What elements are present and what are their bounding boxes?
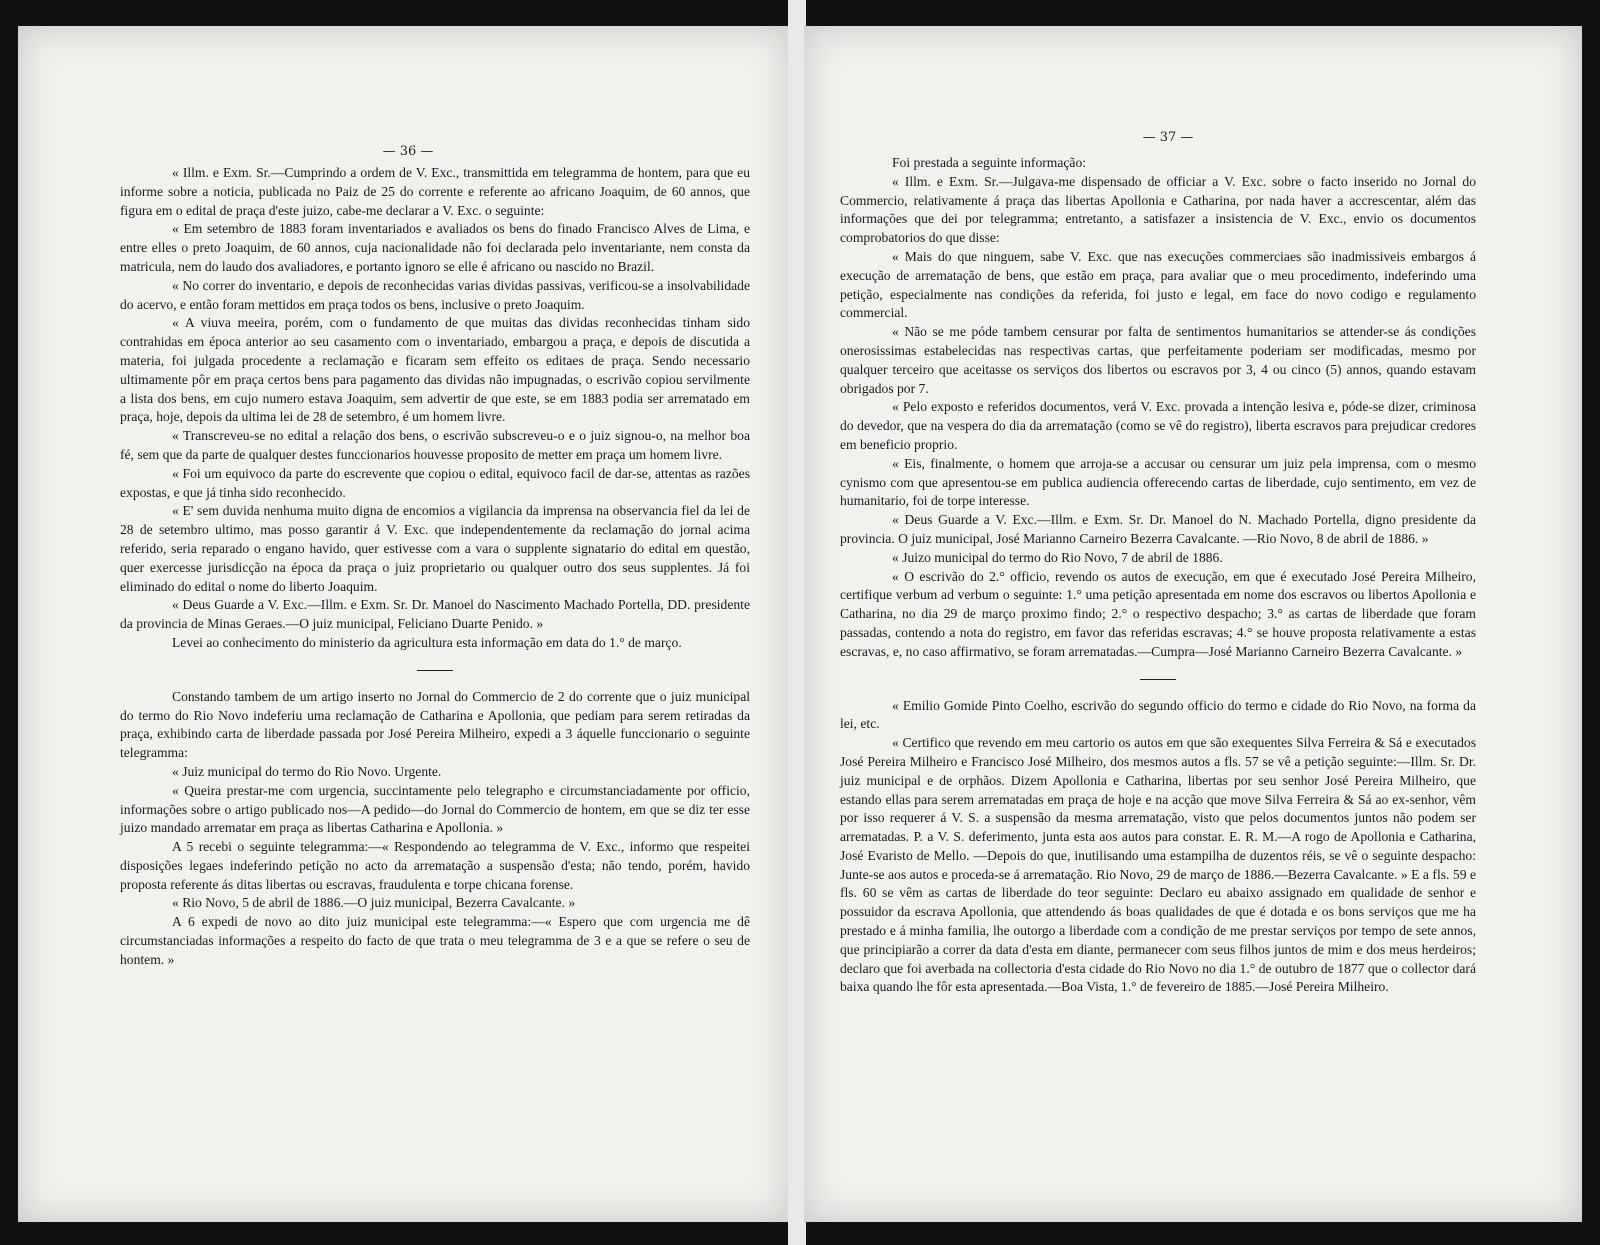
- page-number: — 36 —: [382, 144, 434, 159]
- page-number: — 37 —: [1142, 130, 1194, 145]
- paragraph: « Deus Guarde a V. Exc.—Illm. e Exm. Sr. Dr. Manoel do Nascimento Machado Portella, DD. presidente da provincia de Minas Geraes.—O juiz municipal, Feliciano Duarte Penido. »: [120, 597, 750, 632]
- paragraph: « Illm. e Exm. Sr.—Cumprindo a ordem de V. Exc., transmittida em telegramma de hontem, para que eu informe sobre a noticia, publicada no Paiz de 25 do corrente e referente ao africano Joaquim, de 60 annos, que figura em o edital de praça d'este juizo, cabe-me declarar a V. Exc. o seguinte:: [120, 165, 750, 218]
- paragraph: « O escrivão do 2.° officio, revendo os autos de execução, em que é executado José Pereira Milheiro, certifique verbum ad verbum o seguinte: 1.° uma petição apresentada em nome dos escravos ou libertos Apollonia e Catharina, no dia 29 de março proximo findo; 2.° o respectivo despacho; 3.° as cartas de liberdade que foram passadas, contendo a nota do registro, em favor das referidas escravas; 4.° se houve proposta relativamente a estas escravas, e, no caso affirmativo, se foram arrematadas.—Cumpra—José Marianno Carneiro Bezerra Cavalcante. »: [840, 568, 1476, 659]
- paragraph: « A viuva meeira, porém, com o fundamento de que muitas das dividas reconhecidas tinham sido contrahidas em época anterior ao seu casamento com o inventariado, embargou a praça, e depois de discutida a materia, foi julgada procedente a reclamação e ficaram sem effeito os editaes de praça. Sendo necessario ultimamente pôr em praça certos bens para pagamento das dividas não impugnadas, o escrivão copiou servilmente a lista dos bens, em cujo numero estava Joaquim, sem advertir de que este, se em 1883 podia ser arrematado em praça, hoje, depois da ultima lei de 28 de setembro, é um homem livre.: [120, 315, 750, 425]
- page-text: [120, 164, 750, 970]
- paragraph: « Pelo exposto e referidos documentos, verá V. Exc. provada a intenção lesiva e, póde-se dizer, criminosa do devedor, que na vespera do dia da arrematação (como se vê do registro), liberta escravos para prejudicar credores em beneficio proprio.: [840, 399, 1476, 452]
- paragraph: « Rio Novo, 5 de abril de 1886.—O juiz municipal, Bezerra Cavalcante. »: [172, 895, 576, 911]
- paragraph: A 6 expedi de novo ao dito juiz municipal este telegramma:—« Espero que com urgencia me dê circumstanciadas informações a respeito do facto de que trata o meu telegramma de 3 e a que se refere o seu de hontem. »: [120, 914, 750, 967]
- paragraph: « Illm. e Exm. Sr.—Julgava-me dispensado de officiar a V. Exc. sobre o facto inserido no Jornal do Commercio, relativamente á praça das libertas Apollonia e Catharina, por nada haver a accrescentar, além das informações que dei por telegramma; entretanto, a satisfazer a insistencia de V. Exc., envio os documentos comprobatorios do que disse:: [840, 173, 1476, 246]
- paragraph: Levei ao conhecimento do ministerio da agricultura esta informação em data do 1.° de março.: [172, 634, 682, 650]
- page-text: [840, 154, 1476, 997]
- paragraph: « Deus Guarde a V. Exc.—Illm. e Exm. Sr. Dr. Manoel do N. Machado Portella, digno presidente da provincia. O juiz municipal, José Marianno Carneiro Bezerra Cavalcante. —Rio Novo, 8 de abril de 1886. »: [840, 512, 1476, 546]
- paragraph: « Não se me póde tambem censurar por falta de sentimentos humanitarios se attender-se ás condições onerosissimas estabelecidas nas respectivas cartas, que perfeitamente poderiam ser modificadas, mesmo por qualquer terceiro que aceitasse os serviços dos libertos ou escravos por 3, 4 ou cinco (5) annos, quando estavam obrigados por 7.: [840, 324, 1476, 396]
- paragraph: « Juiz municipal do termo do Rio Novo. Urgente.: [172, 763, 442, 779]
- paragraph: « Certifico que revendo em meu cartorio os autos em que são exequentes Silva Ferreira & Sá e executados José Pereira Milheiro e Francisco José Milheiro, dos mesmos autos a fls. 57 se vê a petição seguinte:—Illm. Sr. Dr. juiz municipal e de orphãos. Dizem Apollonia e Catharina, libertas por seu senhor José Pereira Milheiro, que estando ellas para serem arrematadas em praça de hoje e na acção que move Silva Ferreira & Sá ao ex-senhor, vêm por isso requerer á V. S. a suspensão da mesma arrematação, visto que pelos documentos juntos não podem ser arrematadas. P. a V. S. deferimento, junta esta aos autos para constar. E. R. M.—A rogo de Apollonia e Catharina, José Evaristo de Mello. —Depois do que, inutilisando uma estampilha de duzentos réis, se vê o seguinte despacho: Junte-se aos autos e proceda-se á arrematação. Rio Novo, 29 de março de 1886.—Bezerra Cavalcante. » E a fls. 59 e fls. 60 se vêm as cartas de liberdade do teor seguinte: Declaro eu abaixo assignado em qualidade de senhor e possuidor da escrava Apollonia, que attendendo ás boas qualidades de que é dotada e os bons serviços que me ha prestado e á minha familia, lhe outorgo a liberdade com a condição de me prestar serviços por tempo de sete annos, que principiarão a correr da data d'esta em diante, permanecer com seus filhos juntos de mim e dos meus herdeiros; declaro que foi averbada na collectoria d'esta cidade do Rio Novo no dia 1.° de outubro de 1877 que o collector dará baixa quando lhe fôr esta apresentada.—Boa Vista, 1.° de fevereiro de 1885.—José Pereira Milheiro.: [840, 735, 1476, 995]
- paragraph: « Juizo municipal do termo do Rio Novo, 7 de abril de 1886.: [892, 549, 1223, 565]
- paragraph: « Mais do que ninguem, sabe V. Exc. que nas execuções commerciaes são inadmissiveis embargos á execução de arrematação de bens, que estão em praça, para avaliar que o meu procedimento, indeferindo uma petição, especialmente nas condições da referida, foi justo e legal, em face do novo codigo e regulamento commercial.: [840, 248, 1476, 321]
- paragraph: « Foi um equivoco da parte do escrevente que copiou o edital, equivoco facil de dar-se, attentas as razões expostas, e que já tinha sido reconhecido.: [120, 465, 750, 500]
- paragraph: Constando tambem de um artigo inserto no Jornal do Commercio de 2 do corrente que o juiz municipal do termo do Rio Novo indeferiu uma reclamação de Catharina e Apollonia, que pediam para serem retiradas da praça, exhibindo carta de liberdade passada por José Pereira Milheiro, expedi a 3 áquelle funccionario o seguinte telegramma:: [120, 688, 750, 761]
- section-divider: [417, 670, 453, 671]
- paragraph: Foi prestada a seguinte informação:: [892, 155, 1087, 170]
- paragraph: « Em setembro de 1883 foram inventariados e avaliados os bens do finado Francisco Alves de Lima, e entre elles o preto Joaquim, de 60 annos, cuja nacionalidade não foi declarada pelo inventariante, nem consta da matricula, nem do laudo dos avaliadores, e portanto ignoro se elle é africano ou nascido no Brazil.: [120, 221, 750, 274]
- paragraph: « Transcreveu-se no edital a relação dos bens, o escrivão subscreveu-o e o juiz signou-o, na melhor boa fé, sem que da parte de qualquer destes funccionarios houvesse proposito de metter em praça um homem livre.: [120, 428, 750, 462]
- paragraph: « Eis, finalmente, o homem que arroja-se a accusar ou censurar um juiz pela imprensa, com o mesmo cynismo com que apresentou-se em publica audiencia offerecendo cartas de liberdade, cujo sentimento, em vez de humanitario, foi de torpe interesse.: [840, 455, 1476, 509]
- paragraph: « E' sem duvida nenhuma muito digna de encomios a vigilancia da imprensa na observancia fiel da lei de 28 de setembro ultimo, mas posso garantir á V. Exc. que independentemente da reclamação do jornal acima referido, seria reparado o engano havido, quer estivesse com a vara o supplente signatario do edital em questão, quer exercesse jurisdicção na época da praça o juiz proprietario ou qualquer outro dos seus supplentes. Já foi eliminado do edital o nome do liberto Joaquim.: [120, 503, 750, 594]
- paragraph: « Queira prestar-me com urgencia, succintamente pelo telegrapho e circumstanciadamente por officio, informações sobre o artigo publicado nos—A pedido—do Jornal do Commercio de hontem, em que se diz ter esse juizo mandado arrematar em praça as libertas Catharina e Apollonia. »: [120, 782, 750, 836]
- paragraph: « No correr do inventario, e depois de reconhecidas varias dividas passivas, verificou-se a insolvabilidade do acervo, e então foram mettidos em praça todos os bens, inclusive o preto Joaquim.: [120, 277, 750, 312]
- paragraph: « Emilio Gomide Pinto Coelho, escrivão do segundo officio do termo e cidade do Rio Novo, na forma da lei, etc.: [840, 697, 1476, 732]
- section-divider: [1140, 679, 1176, 680]
- paragraph: A 5 recebi o seguinte telegramma:—« Respondendo ao telegramma de V. Exc., informo que respeitei disposições legaes indeferindo petição no acto da arrematação a suspensão d'esta; não tendo, porém, havido proposta referente ás ditas libertas ou escravas, fraudulenta e torpe chicana forense.: [120, 839, 750, 892]
- left-page: [18, 26, 790, 1222]
- right-page: [804, 26, 1582, 1222]
